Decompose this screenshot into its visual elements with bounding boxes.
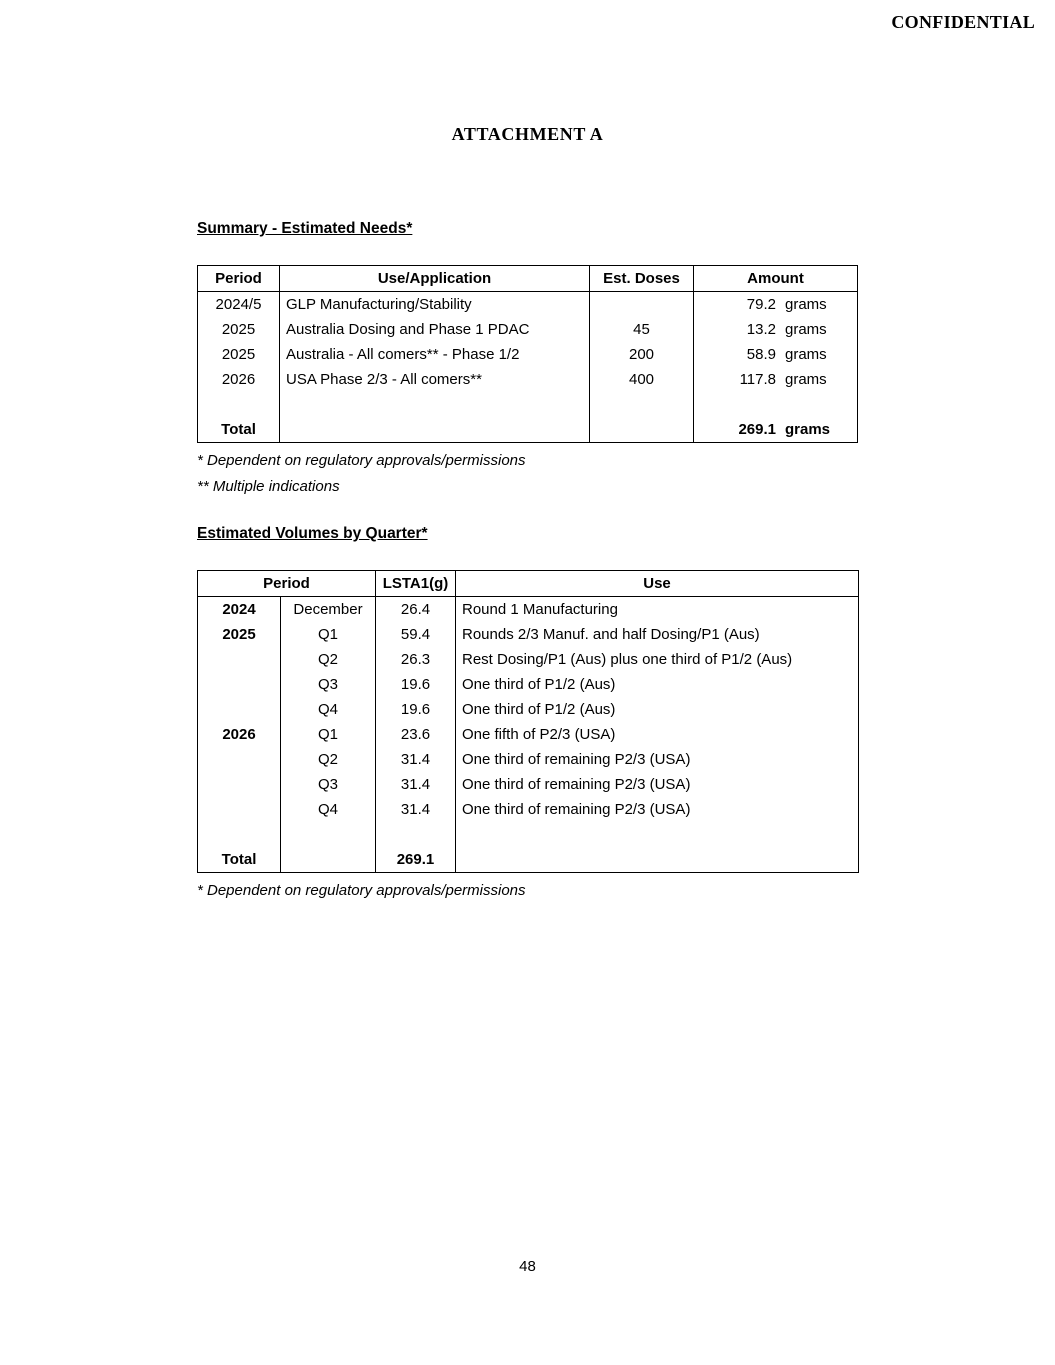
amount-cell: [694, 292, 858, 318]
total-row: [198, 847, 859, 873]
year-cell: [198, 747, 281, 772]
amount-value: 13.2: [746, 321, 776, 338]
doses-cell: 45: [590, 317, 694, 342]
empty-cell: [198, 822, 281, 847]
empty-cell: [280, 417, 590, 443]
summary-table: [197, 265, 858, 443]
year-cell: [198, 672, 281, 697]
empty-cell: [590, 417, 694, 443]
quarter-cell: Q1: [281, 722, 376, 747]
quarter-cell: Q4: [281, 697, 376, 722]
amount-unit: grams: [785, 346, 827, 363]
use-cell: USA Phase 2/3 - All comers**: [280, 367, 590, 392]
total-lsta-cell: 269.1: [376, 847, 456, 873]
use-cell: Australia Dosing and Phase 1 PDAC: [280, 317, 590, 342]
use-cell: One third of remaining P2/3 (USA): [456, 797, 859, 822]
table-row: [198, 622, 859, 647]
table-row: [198, 697, 859, 722]
year-cell: 2024: [198, 597, 281, 623]
page-number: 48: [519, 1258, 536, 1275]
use-cell: Round 1 Manufacturing: [456, 597, 859, 623]
column-header-lsta: LSTA1(g): [376, 571, 456, 597]
period-cell: 2025: [198, 317, 280, 342]
total-row: [198, 417, 858, 443]
empty-cell: [590, 392, 694, 417]
page-title: ATTACHMENT A: [451, 124, 604, 144]
table-row: [198, 597, 859, 623]
lsta-cell: 23.6: [376, 722, 456, 747]
lsta-cell: 31.4: [376, 772, 456, 797]
volumes-table: [197, 570, 859, 873]
total-amount-value: 269.1: [738, 421, 776, 438]
column-header-amount: Amount: [694, 266, 858, 292]
lsta-cell: 26.3: [376, 647, 456, 672]
quarter-cell: Q3: [281, 672, 376, 697]
quarter-cell: Q3: [281, 772, 376, 797]
table-row: [198, 797, 859, 822]
quarter-cell: Q2: [281, 647, 376, 672]
period-cell: 2025: [198, 342, 280, 367]
summary-table-header-row: [198, 266, 858, 292]
spacer-row: [198, 392, 858, 417]
doses-cell: 400: [590, 367, 694, 392]
column-header-use: Use/Application: [280, 266, 590, 292]
lsta-cell: 59.4: [376, 622, 456, 647]
empty-cell: [281, 847, 376, 873]
year-cell: [198, 697, 281, 722]
column-header-period: Period: [198, 266, 280, 292]
table-row: [198, 647, 859, 672]
volumes-section-heading: Estimated Volumes by Quarter*: [197, 525, 428, 542]
year-cell: [198, 772, 281, 797]
lsta-cell: 26.4: [376, 597, 456, 623]
total-amount-unit: grams: [785, 421, 831, 438]
amount-value: 58.9: [746, 346, 776, 363]
use-cell: One third of P1/2 (Aus): [456, 672, 859, 697]
amount-unit: grams: [785, 296, 827, 313]
table-row: [198, 317, 858, 342]
table-row: [198, 292, 858, 318]
amount-cell: [694, 342, 858, 367]
footnote-regulatory: * Dependent on regulatory approvals/permissions: [197, 882, 526, 899]
use-cell: One third of P1/2 (Aus): [456, 697, 859, 722]
amount-value: 117.8: [739, 371, 776, 388]
use-cell: Rounds 2/3 Manuf. and half Dosing/P1 (Aus): [456, 622, 859, 647]
empty-cell: [376, 822, 456, 847]
year-cell: [198, 647, 281, 672]
quarter-cell: Q4: [281, 797, 376, 822]
amount-unit: grams: [785, 321, 827, 338]
total-label-cell: Total: [198, 417, 280, 443]
year-cell: [198, 797, 281, 822]
quarter-cell: December: [281, 597, 376, 623]
lsta-cell: 31.4: [376, 747, 456, 772]
confidential-marking: CONFIDENTIAL: [891, 12, 1035, 32]
use-cell: One third of remaining P2/3 (USA): [456, 747, 859, 772]
quarter-cell: Q2: [281, 747, 376, 772]
document-content: [197, 219, 859, 901]
column-header-use: Use: [456, 571, 859, 597]
amount-cell: [694, 367, 858, 392]
table-row: [198, 772, 859, 797]
spacer-row: [198, 822, 859, 847]
lsta-cell: 19.6: [376, 672, 456, 697]
empty-cell: [456, 822, 859, 847]
table-row: [198, 722, 859, 747]
empty-cell: [694, 392, 858, 417]
period-cell: 2026: [198, 367, 280, 392]
empty-cell: [281, 822, 376, 847]
amount-unit: grams: [785, 371, 827, 388]
doses-cell: 200: [590, 342, 694, 367]
table-row: [198, 367, 858, 392]
period-cell: 2024/5: [198, 292, 280, 318]
use-cell: Australia - All comers** - Phase 1/2: [280, 342, 590, 367]
use-cell: One third of remaining P2/3 (USA): [456, 772, 859, 797]
quarter-cell: Q1: [281, 622, 376, 647]
empty-cell: [198, 392, 280, 417]
table-row: [198, 672, 859, 697]
empty-cell: [456, 847, 859, 873]
use-cell: Rest Dosing/P1 (Aus) plus one third of P1/2 (Aus): [456, 647, 859, 672]
lsta-cell: 19.6: [376, 697, 456, 722]
amount-cell: [694, 317, 858, 342]
footnote-indications: ** Multiple indications: [197, 478, 340, 495]
use-cell: One fifth of P2/3 (USA): [456, 722, 859, 747]
amount-value: 79.2: [746, 296, 776, 313]
footnote-regulatory: * Dependent on regulatory approvals/permissions: [197, 452, 526, 469]
table-row: [198, 747, 859, 772]
use-cell: GLP Manufacturing/Stability: [280, 292, 590, 318]
year-cell: 2025: [198, 622, 281, 647]
table-row: [198, 342, 858, 367]
empty-cell: [280, 392, 590, 417]
total-amount-cell: [694, 417, 858, 443]
column-header-doses: Est. Doses: [590, 266, 694, 292]
doses-cell: [590, 292, 694, 318]
volumes-table-header-row: [198, 571, 859, 597]
total-label-cell: Total: [198, 847, 281, 873]
column-header-period: Period: [198, 571, 376, 597]
lsta-cell: 31.4: [376, 797, 456, 822]
summary-section-heading: Summary - Estimated Needs*: [197, 220, 413, 237]
year-cell: 2026: [198, 722, 281, 747]
